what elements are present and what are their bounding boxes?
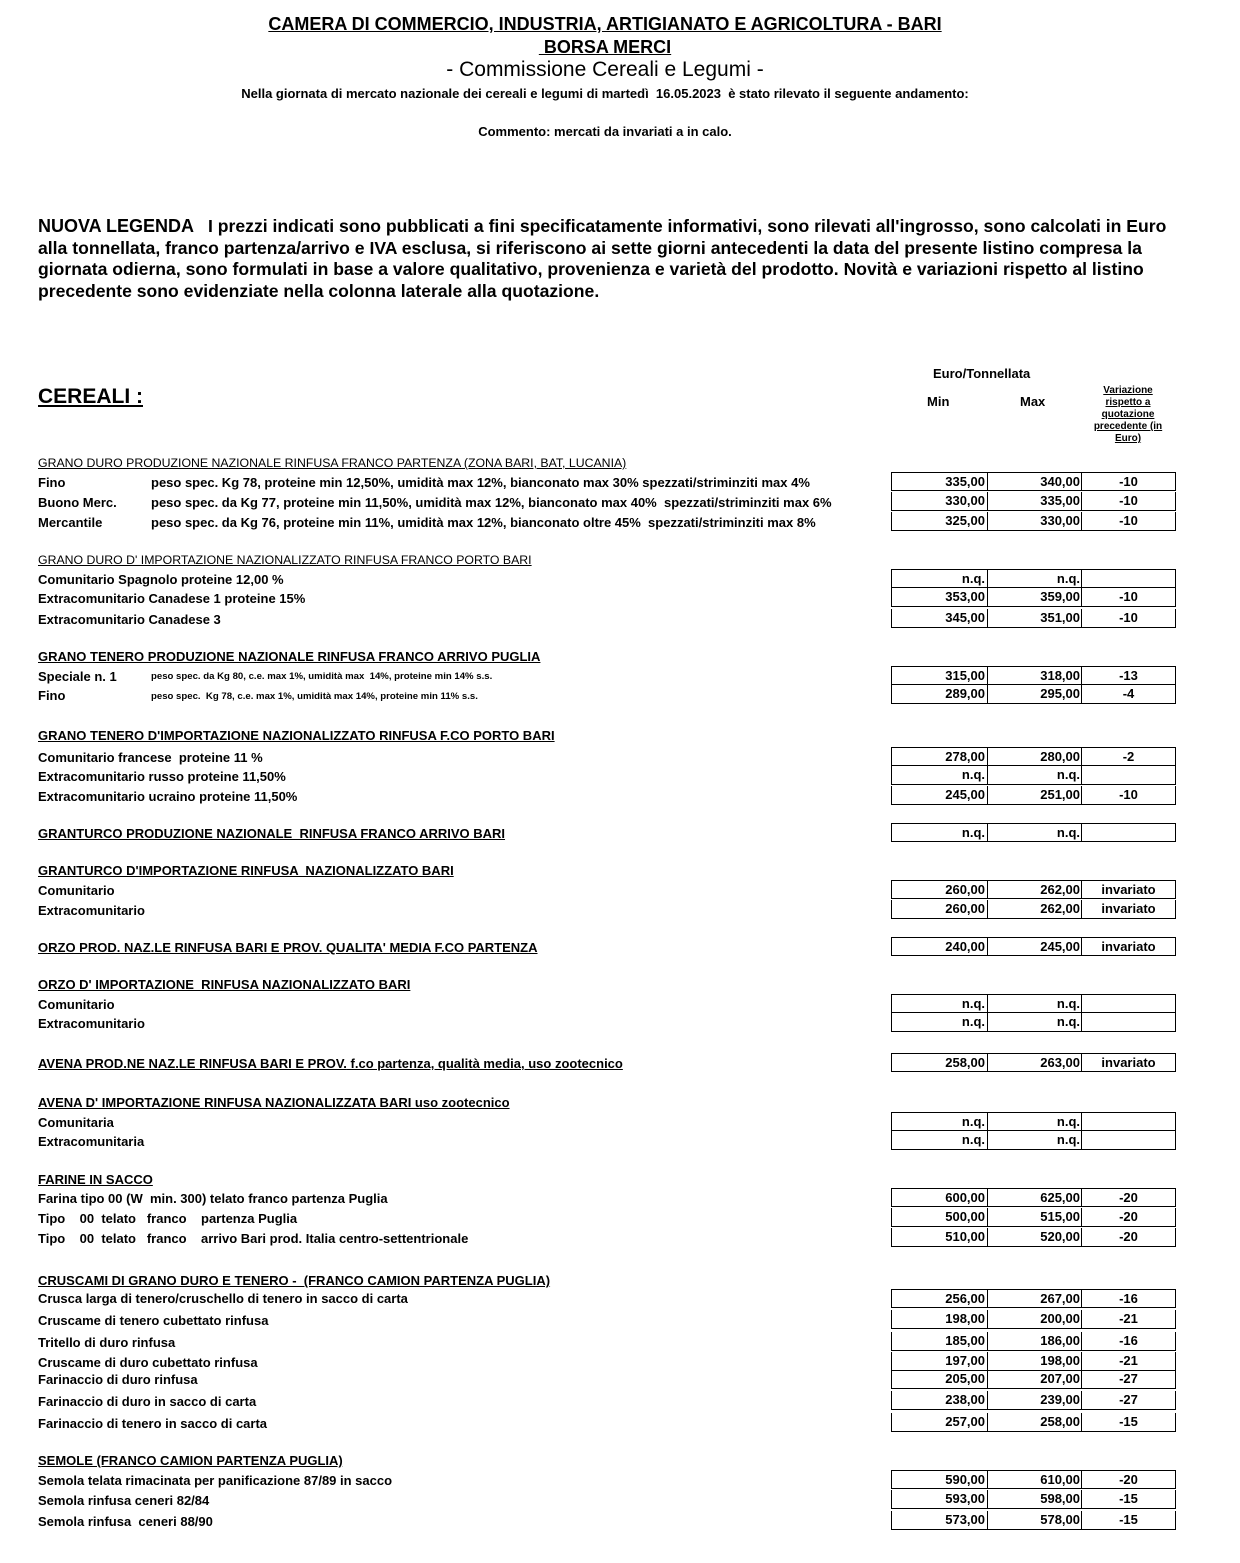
min-price: 256,00 bbox=[891, 1289, 987, 1308]
variation: -27 bbox=[1081, 1370, 1176, 1389]
section-title: GRANO DURO PRODUZIONE NAZIONALE RINFUSA FRANCO PARTENZA (ZONA BARI, BAT, LUCANIA) bbox=[38, 456, 627, 470]
row-label: Tipo 00 telato franco arrivo Bari prod. Italia centro-settentrionale bbox=[38, 1231, 469, 1246]
section-title-tail: f.co partenza, qualità media, uso zootecnico bbox=[346, 1056, 623, 1071]
row-label: Extracomunitario bbox=[38, 903, 145, 918]
variation: -20 bbox=[1081, 1470, 1176, 1489]
row-label: Speciale n. 1 bbox=[38, 669, 117, 684]
min-price: 185,00 bbox=[891, 1332, 987, 1351]
max-price: 245,00 bbox=[987, 937, 1082, 956]
header-subtitle: BORSA MERCI bbox=[538, 37, 672, 57]
variation: -2 bbox=[1081, 747, 1176, 766]
variation: -20 bbox=[1081, 1208, 1176, 1227]
min-price: n.q. bbox=[891, 1131, 987, 1150]
min-price: 198,00 bbox=[891, 1310, 987, 1329]
row-desc: peso spec. Kg 78, proteine min 12,50%, umidità max 12%, bianconato max 30% spezzati/striminziti max 4% bbox=[151, 475, 810, 490]
min-price: 278,00 bbox=[891, 747, 987, 766]
row-label: Buono Merc. bbox=[38, 495, 117, 510]
header-title: CAMERA DI COMMERCIO, INDUSTRIA, ARTIGIANATO E AGRICOLTURA - BARI bbox=[268, 14, 942, 34]
section-title: CRUSCAMI DI GRANO DURO E TENERO - (FRANCO CAMION PARTENZA PUGLIA) bbox=[38, 1273, 551, 1288]
min-price: 330,00 bbox=[891, 492, 987, 511]
max-price: 200,00 bbox=[987, 1310, 1082, 1329]
variation: -10 bbox=[1081, 472, 1176, 491]
max-price: 186,00 bbox=[987, 1332, 1082, 1351]
min-price: 240,00 bbox=[891, 937, 987, 956]
max-price: 262,00 bbox=[987, 900, 1082, 919]
row-label: Tritello di duro rinfusa bbox=[38, 1335, 176, 1350]
row-label: Tipo 00 telato franco partenza Puglia bbox=[38, 1211, 298, 1226]
row-label: Comunitaria bbox=[38, 1115, 114, 1130]
row-desc: peso spec. Kg 78, c.e. max 1%, umidità max 14%, proteine min 11% s.s. bbox=[151, 691, 478, 702]
unit-header: Euro/Tonnellata bbox=[933, 366, 1031, 381]
row-label: Farinaccio di duro rinfusa bbox=[38, 1372, 198, 1387]
max-price: n.q. bbox=[987, 1131, 1082, 1150]
min-price: 345,00 bbox=[891, 609, 987, 628]
max-price: n.q. bbox=[987, 569, 1082, 588]
row-label: Extracomunitario Canadese 1 proteine 15% bbox=[38, 591, 306, 606]
variation: invariato bbox=[1081, 900, 1176, 919]
max-price: 239,00 bbox=[987, 1391, 1082, 1410]
max-price: 625,00 bbox=[987, 1188, 1082, 1207]
row-label: Comunitario bbox=[38, 997, 115, 1012]
row-label: Fino bbox=[38, 688, 66, 703]
row-label: Semola rinfusa ceneri 82/84 bbox=[38, 1493, 210, 1508]
min-price: 593,00 bbox=[891, 1490, 987, 1509]
header-market-date: Nella giornata di mercato nazionale dei cereali e legumi di martedì 16.05.2023 è stato rilevato il seguente andamento: bbox=[241, 86, 969, 101]
variation: -16 bbox=[1081, 1289, 1176, 1308]
variation bbox=[1081, 1131, 1176, 1150]
min-price: 325,00 bbox=[891, 512, 987, 531]
variation: invariato bbox=[1081, 1053, 1176, 1072]
row-label: Semola rinfusa ceneri 88/90 bbox=[38, 1514, 213, 1529]
variation bbox=[1081, 766, 1176, 785]
legend-title: NUOVA LEGENDA bbox=[38, 216, 195, 236]
row-label: Extracomunitario Canadese 3 bbox=[38, 612, 221, 627]
row-label: Comunitario bbox=[38, 883, 115, 898]
max-price: 295,00 bbox=[987, 685, 1082, 704]
row-label: Farina tipo 00 (W min. 300) telato franco partenza Puglia bbox=[38, 1191, 388, 1206]
min-price: 500,00 bbox=[891, 1208, 987, 1227]
variation: -15 bbox=[1081, 1490, 1176, 1509]
variation-header: Variazione rispetto a quotazione precedente (in Euro) bbox=[1093, 385, 1163, 444]
header-comment: Commento: mercati da invariati a in calo. bbox=[478, 124, 732, 139]
section-title: FARINE IN SACCO bbox=[38, 1172, 153, 1187]
max-price: 351,00 bbox=[987, 609, 1082, 628]
variation bbox=[1081, 1013, 1176, 1032]
variation: -4 bbox=[1081, 685, 1176, 704]
variation bbox=[1081, 1112, 1176, 1131]
section-title: ORZO D' IMPORTAZIONE RINFUSA NAZIONALIZZATO BARI bbox=[38, 977, 411, 992]
row-label: Fino bbox=[38, 475, 66, 490]
min-header: Min bbox=[927, 394, 950, 409]
max-header: Max bbox=[1020, 394, 1046, 409]
row-label: Mercantile bbox=[38, 515, 103, 530]
variation: -13 bbox=[1081, 666, 1176, 685]
min-price: 260,00 bbox=[891, 880, 987, 899]
min-price: n.q. bbox=[891, 823, 987, 842]
row-label: Cruscame di tenero cubettato rinfusa bbox=[38, 1313, 269, 1328]
min-price: 245,00 bbox=[891, 786, 987, 805]
section-title: ORZO PROD. NAZ.LE RINFUSA BARI E PROV. QUALITA' MEDIA F.CO PARTENZA bbox=[38, 940, 538, 955]
max-price: 335,00 bbox=[987, 492, 1082, 511]
max-price: 267,00 bbox=[987, 1289, 1082, 1308]
min-price: 205,00 bbox=[891, 1370, 987, 1389]
variation: -10 bbox=[1081, 609, 1176, 628]
variation: -10 bbox=[1081, 512, 1176, 531]
max-price: 340,00 bbox=[987, 472, 1082, 491]
min-price: 510,00 bbox=[891, 1228, 987, 1247]
max-price: 280,00 bbox=[987, 747, 1082, 766]
row-label: Comunitario Spagnolo proteine 12,00 % bbox=[38, 572, 284, 587]
header-commission: - Commissione Cereali e Legumi - bbox=[446, 58, 764, 81]
row-label: Semola telata rimacinata per panificazione 87/89 in sacco bbox=[38, 1473, 393, 1488]
max-price: 263,00 bbox=[987, 1053, 1082, 1072]
variation: -20 bbox=[1081, 1228, 1176, 1247]
section-title: AVENA D' IMPORTAZIONE RINFUSA NAZIONALIZZATA BARI uso zootecnico bbox=[38, 1095, 510, 1110]
section-title: GRANTURCO D'IMPORTAZIONE RINFUSA NAZIONALIZZATO BARI bbox=[38, 863, 454, 878]
section-title: SEMOLE (FRANCO CAMION PARTENZA PUGLIA) bbox=[38, 1453, 343, 1468]
variation: -16 bbox=[1081, 1332, 1176, 1351]
section-title: GRANO TENERO D'IMPORTAZIONE NAZIONALIZZATO RINFUSA F.CO PORTO BARI bbox=[38, 728, 555, 743]
min-price: 335,00 bbox=[891, 472, 987, 491]
max-price: n.q. bbox=[987, 994, 1082, 1013]
max-price: 359,00 bbox=[987, 588, 1082, 607]
legend-text: I prezzi indicati sono pubblicati a fini specificatamente informativi, sono rilevati all'ingrosso, sono calcolati in Euro alla tonnellata, franco partenza/arrivo e IVA esclusa, si riferiscono ai sette giorni antecedenti la data del presente listino compresa la giornata odierna, sono formulati in base a valore qualitativo, provenienza e varietà del prodotto. Novità e variazioni rispetto al listino precedente sono evidenziate nella colonna laterale alla quotazione. bbox=[38, 216, 1167, 301]
row-label: Farinaccio di tenero in sacco di carta bbox=[38, 1416, 268, 1431]
max-price: 520,00 bbox=[987, 1228, 1082, 1247]
min-price: 257,00 bbox=[891, 1413, 987, 1432]
section-title: GRANO TENERO PRODUZIONE NAZIONALE RINFUSA FRANCO ARRIVO PUGLIA bbox=[38, 649, 541, 664]
min-price: n.q. bbox=[891, 1112, 987, 1131]
min-price: n.q. bbox=[891, 569, 987, 588]
max-price: 610,00 bbox=[987, 1470, 1082, 1489]
row-label: Cruscame di duro cubettato rinfusa bbox=[38, 1355, 258, 1370]
row-label: Extracomunitario ucraino proteine 11,50% bbox=[38, 789, 298, 804]
section-title: GRANO DURO D' IMPORTAZIONE NAZIONALIZZATO RINFUSA FRANCO PORTO BARI bbox=[38, 553, 532, 567]
min-price: n.q. bbox=[891, 766, 987, 785]
max-price: 207,00 bbox=[987, 1370, 1082, 1389]
row-label: Extracomunitario bbox=[38, 1016, 145, 1031]
variation: invariato bbox=[1081, 937, 1176, 956]
min-price: n.q. bbox=[891, 1013, 987, 1032]
min-price: 353,00 bbox=[891, 588, 987, 607]
row-label: Extracomunitario russo proteine 11,50% bbox=[38, 769, 286, 784]
variation: invariato bbox=[1081, 880, 1176, 899]
section-title bbox=[38, 1056, 623, 1071]
max-price: 598,00 bbox=[987, 1490, 1082, 1509]
max-price: 251,00 bbox=[987, 786, 1082, 805]
row-label: Farinaccio di duro in sacco di carta bbox=[38, 1394, 257, 1409]
variation: -21 bbox=[1081, 1310, 1176, 1329]
variation bbox=[1081, 823, 1176, 842]
variation: -10 bbox=[1081, 588, 1176, 607]
row-label: Extracomunitaria bbox=[38, 1134, 145, 1149]
section-title-text: AVENA PROD.NE NAZ.LE RINFUSA BARI E PROV. bbox=[38, 1056, 347, 1071]
row-desc: peso spec. da Kg 77, proteine min 11,50%, umidità max 12%, bianconato max 40% spezzati/striminziti max 6% bbox=[151, 495, 832, 510]
variation: -20 bbox=[1081, 1188, 1176, 1207]
legend bbox=[38, 216, 1178, 302]
max-price: 318,00 bbox=[987, 666, 1082, 685]
max-price: n.q. bbox=[987, 1013, 1082, 1032]
variation: -15 bbox=[1081, 1511, 1176, 1530]
row-label: Crusca larga di tenero/cruschello di tenero in sacco di carta bbox=[38, 1291, 408, 1306]
variation bbox=[1081, 994, 1176, 1013]
row-label: Comunitario francese proteine 11 % bbox=[38, 750, 263, 765]
max-price: 578,00 bbox=[987, 1511, 1082, 1530]
row-desc: peso spec. da Kg 76, proteine min 11%, umidità max 12%, bianconato oltre 45% spezzati/striminziti max 8% bbox=[151, 515, 816, 530]
max-price: 258,00 bbox=[987, 1413, 1082, 1432]
min-price: 573,00 bbox=[891, 1511, 987, 1530]
variation: -10 bbox=[1081, 492, 1176, 511]
min-price: 238,00 bbox=[891, 1391, 987, 1410]
min-price: 289,00 bbox=[891, 685, 987, 704]
variation: -21 bbox=[1081, 1352, 1176, 1371]
variation: -27 bbox=[1081, 1391, 1176, 1410]
max-price: n.q. bbox=[987, 766, 1082, 785]
variation: -10 bbox=[1081, 786, 1176, 805]
max-price: n.q. bbox=[987, 1112, 1082, 1131]
min-price: 600,00 bbox=[891, 1188, 987, 1207]
min-price: n.q. bbox=[891, 994, 987, 1013]
variation: -15 bbox=[1081, 1413, 1176, 1432]
variation bbox=[1081, 569, 1176, 588]
min-price: 197,00 bbox=[891, 1352, 987, 1371]
min-price: 315,00 bbox=[891, 666, 987, 685]
max-price: n.q. bbox=[987, 823, 1082, 842]
min-price: 590,00 bbox=[891, 1470, 987, 1489]
max-price: 330,00 bbox=[987, 512, 1082, 531]
min-price: 258,00 bbox=[891, 1053, 987, 1072]
section-title: GRANTURCO PRODUZIONE NAZIONALE RINFUSA FRANCO ARRIVO BARI bbox=[38, 826, 506, 841]
min-price: 260,00 bbox=[891, 900, 987, 919]
row-desc: peso spec. da Kg 80, c.e. max 1%, umidità max 14%, proteine min 14% s.s. bbox=[151, 671, 493, 682]
cereali-title: CEREALI : bbox=[38, 385, 143, 408]
max-price: 198,00 bbox=[987, 1352, 1082, 1371]
max-price: 262,00 bbox=[987, 880, 1082, 899]
max-price: 515,00 bbox=[987, 1208, 1082, 1227]
